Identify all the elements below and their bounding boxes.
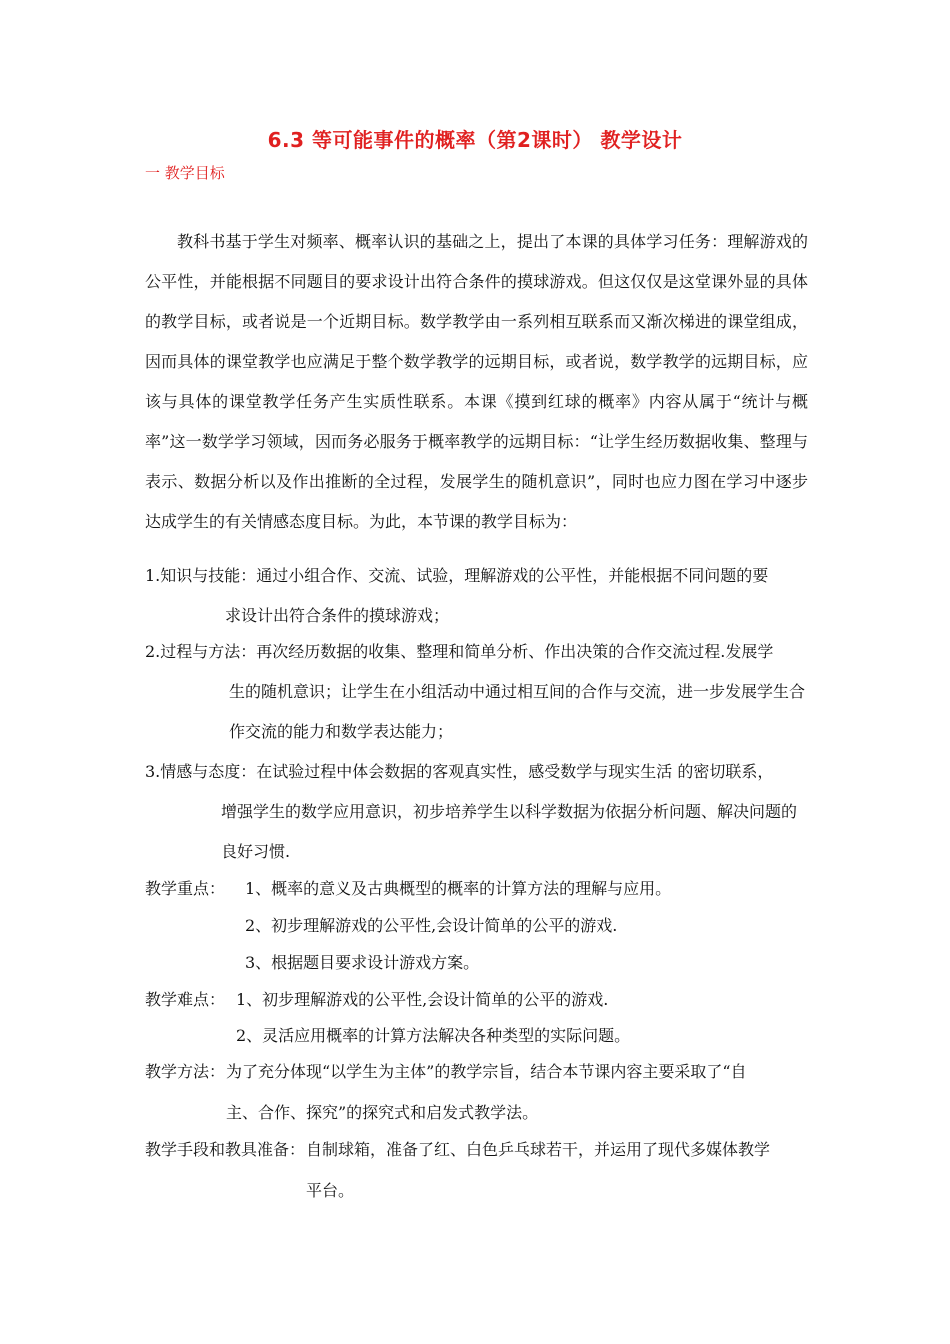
key-point-1: 1、概率的意义及古典概型的概率的计算方法的理解与应用。 [245, 879, 672, 898]
goal-item-1 [145, 556, 808, 636]
difficult-point-2: 2、灵活应用概率的计算方法解决各种类型的实际问题。 [236, 1026, 631, 1045]
goal-3-lead: 3.情感与态度：在试验过程中体会数据的客观真实性，感受数学与现实生活 的密切联系， [145, 762, 774, 781]
goal-2-lead: 2.过程与方法：再次经历数据的收集、整理和简单分析、作出决策的合作交流过程.发展学 [145, 642, 774, 661]
tools-cont: 平台。 [306, 1181, 355, 1200]
goal-1-lead: 1.知识与技能：通过小组合作、交流、试验，理解游戏的公平性，并能根据不同问题的要 [145, 566, 769, 585]
key-point-3: 3、根据题目要求设计游戏方案。 [245, 953, 480, 972]
goal-1-cont: 求设计出符合条件的摸球游戏； [225, 606, 450, 625]
difficult-point-1: 1、初步理解游戏的公平性,会设计简单的公平的游戏. [236, 990, 609, 1009]
methods-cont: 主、合作、探究”的探究式和启发式教学法。 [226, 1103, 539, 1122]
document-title: 6.3 等可能事件的概率（第2课时） 教学设计 [267, 128, 683, 152]
goal-2-cont: 生的随机意识；让学生在小组活动中通过相互间的合作与交流，进一步发展学生合作交流的能力和数学表达能力； [229, 682, 806, 741]
tools-lead: 自制球箱，准备了红、白色乒乓球若干，并运用了现代多媒体教学 [306, 1140, 771, 1159]
key-points-label: 教学重点： [145, 879, 226, 898]
methods-lead: 为了充分体现“以学生为主体”的教学宗旨，结合本节课内容主要采取了“自 [226, 1062, 747, 1081]
methods-label: 教学方法： [145, 1062, 226, 1081]
intro-paragraph: 教科书基于学生对频率、概率认识的基础之上，提出了本课的具体学习任务：理解游戏的公平性，并能根据不同题目的要求设计出符合条件的摸球游戏。但这仅仅是这堂课外显的具体的教学目标，或者说是一个近期目标。数学教学由一系列相互联系而又渐次梯进的课堂组成，因而具体的课堂教学也应满足于整个数学教学的远期目标，或者说，数学教学的远期目标，应该与具体的课堂教学任务产生实质性联系。本课《摸到红球的概率》内容从属于“统计与概率”这一数学学习领域，因而务必服务于概率教学的远期目标：“让学生经历数据收集、整理与表示、数据分析以及作出推断的全过程，发展学生的随机意识”，同时也应力图在学习中逐步达成学生的有关情感态度目标。为此，本节课的教学目标为： [145, 232, 808, 531]
section-heading: 一 教学目标 [145, 164, 225, 182]
key-point-2: 2、初步理解游戏的公平性,会设计简单的公平的游戏. [245, 916, 618, 935]
goal-item-2 [145, 632, 808, 752]
goal-3-cont: 增强学生的数学应用意识，初步培养学生以科学数据为依据分析问题、解决问题的良好习惯. [221, 802, 798, 861]
tools-label: 教学手段和教具准备： [145, 1140, 306, 1159]
goal-item-3 [145, 752, 808, 872]
difficult-points-label: 教学难点： [145, 990, 226, 1009]
